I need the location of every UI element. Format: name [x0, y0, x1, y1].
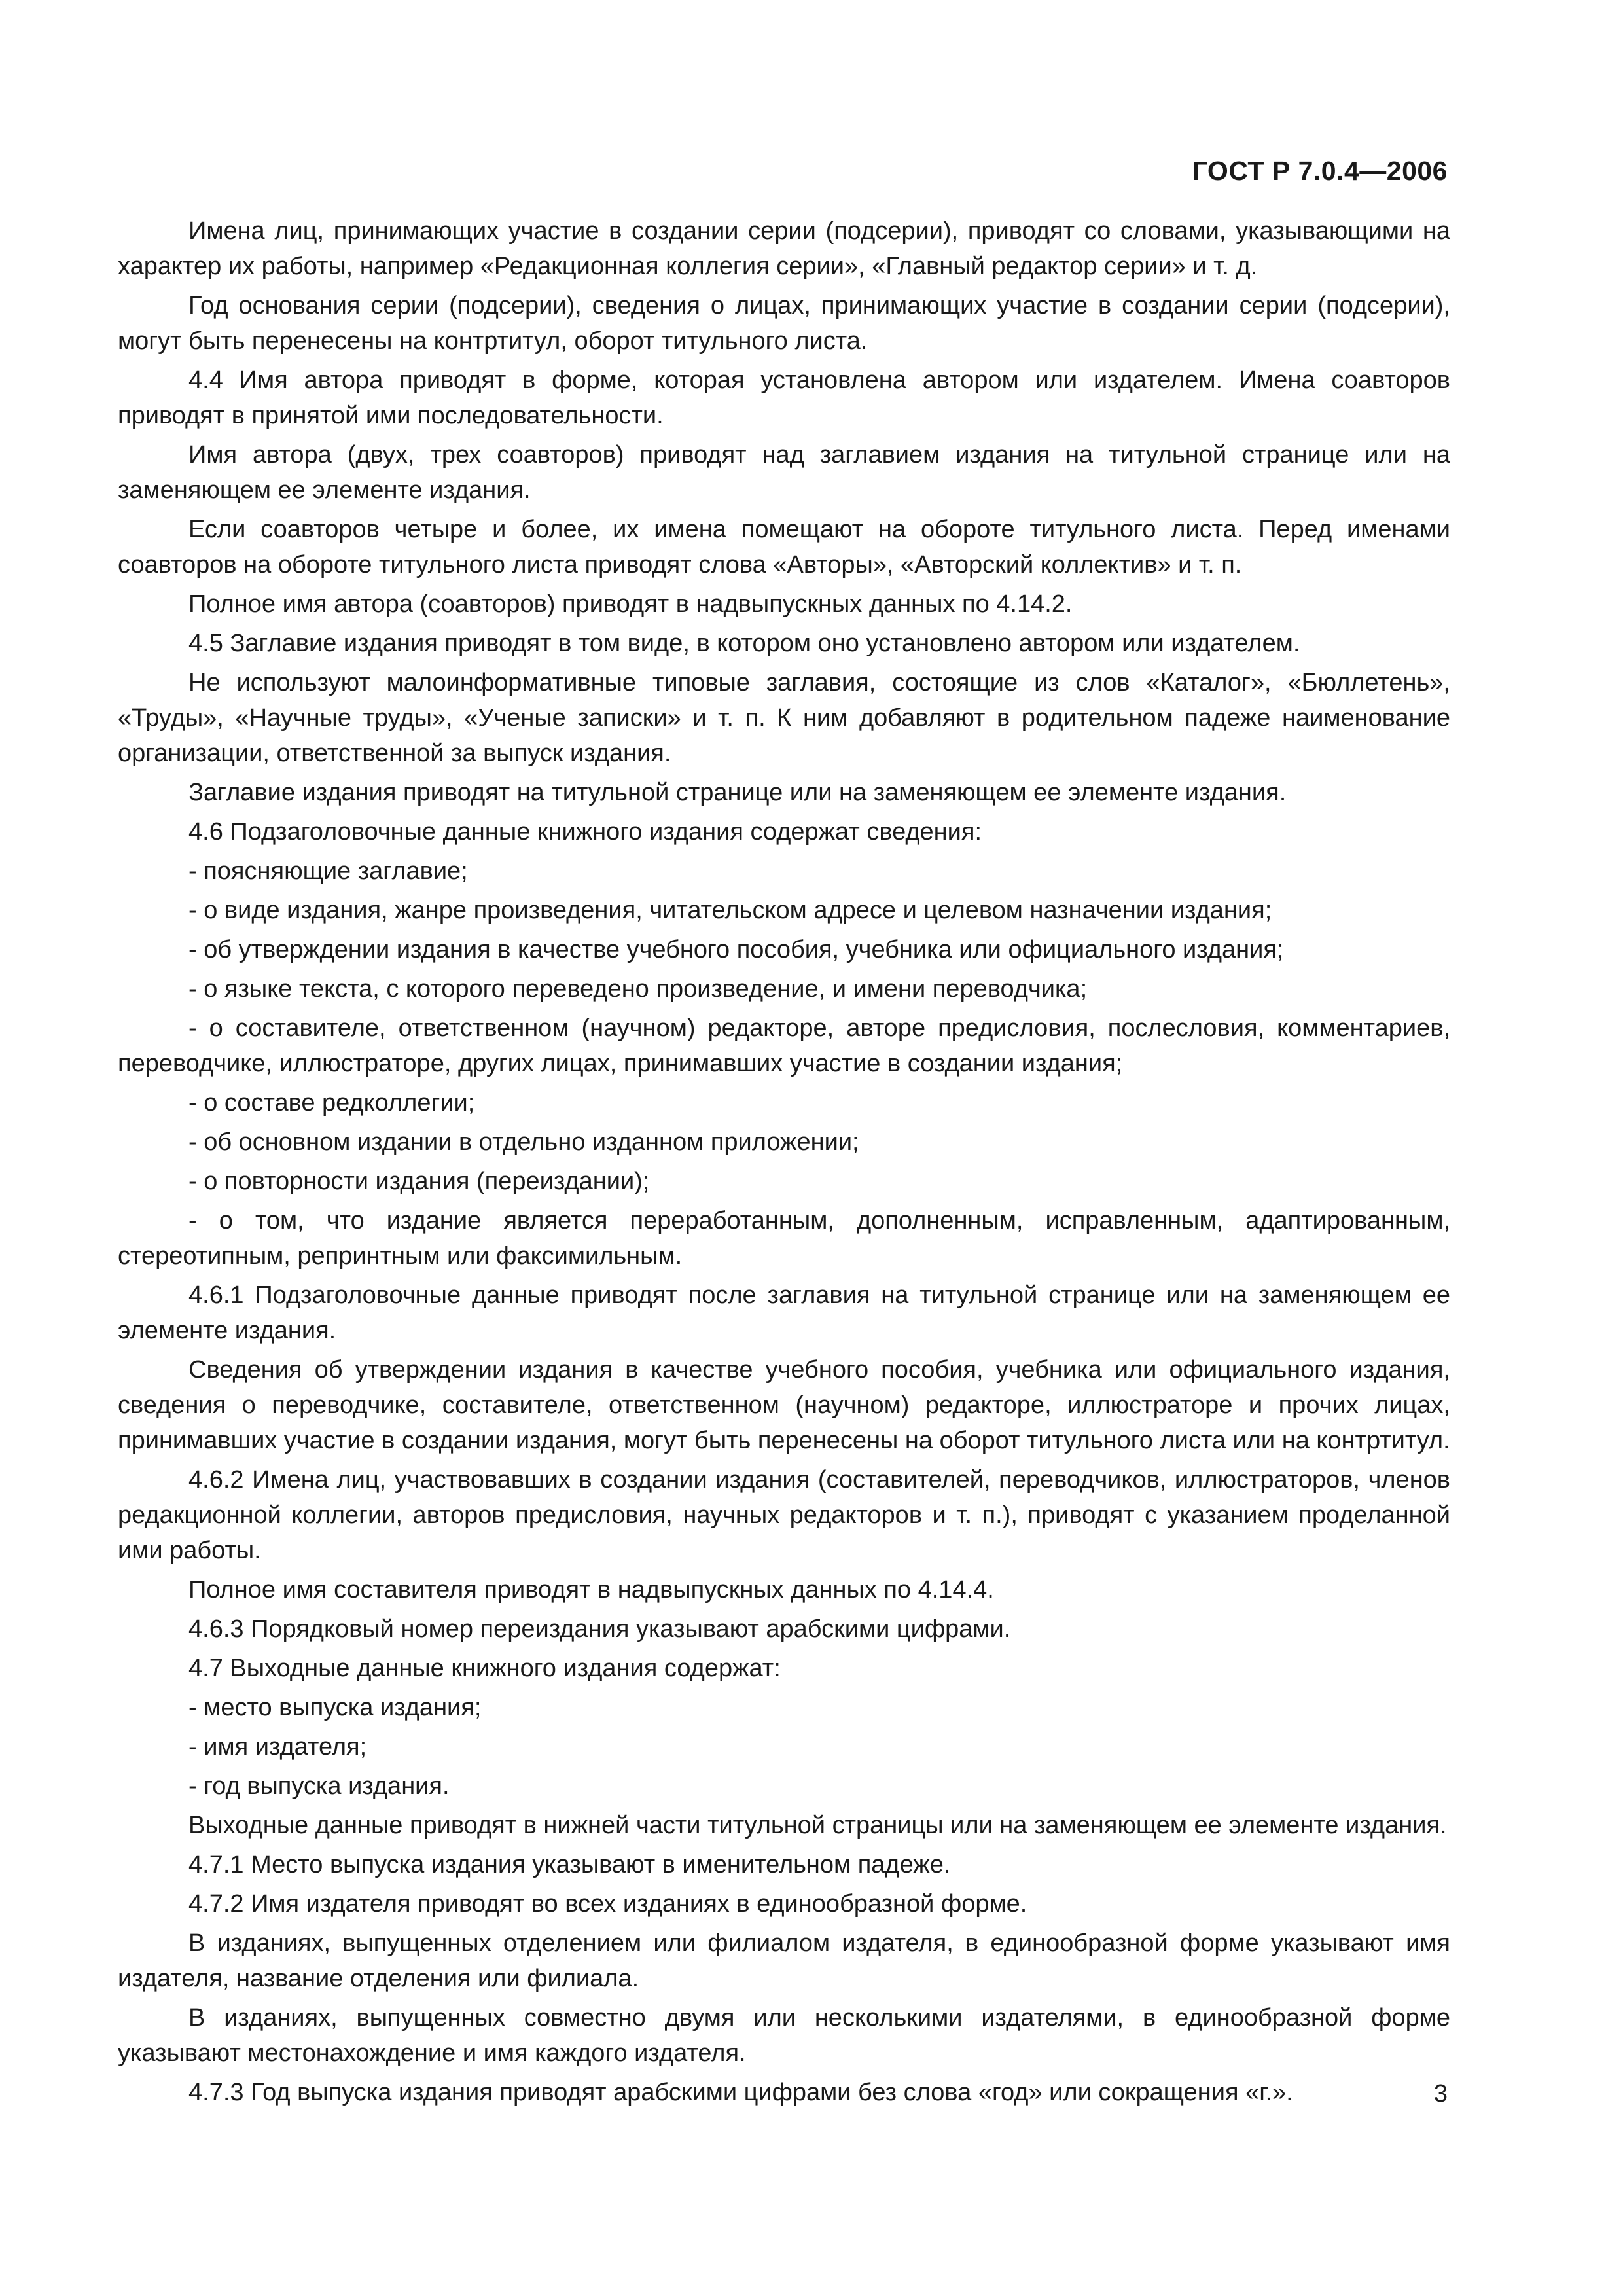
list-item: - о повторности издания (переиздании); — [188, 1168, 650, 1195]
paragraph: Год основания серии (подсерии), сведения о лицах, принимающих участие в создании серии (подсерии), могут быть перенесены на контртитул, оборот титульного листа. — [118, 292, 1450, 355]
list-item: - о составителе, ответственном (научном) редакторе, авторе предисловия, послесловия, комментариев, переводчике, иллюстраторе, других лицах, принимавших участие в создании издания; — [118, 1014, 1450, 1077]
paragraph: Не используют малоинформативные типовые заглавия, состоящие из слов «Каталог», «Бюллетень», «Труды», «Научные труды», «Ученые записки» и т. п. К ним добавляют в родительном падеже наименование организации, ответственной за выпуск издания. — [118, 669, 1450, 767]
paragraph: Выходные данные приводят в нижней части титульной страницы или на заменяющем ее элементе издания. — [188, 1812, 1447, 1839]
list-item: - об основном издании в отдельно изданном приложении; — [188, 1128, 859, 1156]
list-item: - год выпуска издания. — [188, 1772, 450, 1800]
paragraph: 4.7.3 Год выпуска издания приводят арабскими цифрами без слова «год» или сокращения «г.». — [188, 2079, 1293, 2106]
list-item: - о виде издания, жанре произведения, читательском адресе и целевом назначении издания; — [188, 897, 1272, 924]
list-item: - о том, что издание является переработанным, дополненным, исправленным, адаптированным, стереотипным, репринтным или факсимильным. — [118, 1207, 1450, 1270]
paragraph: 4.5 Заглавие издания приводят в том виде, в котором оно установлено автором или издателем. — [188, 630, 1300, 657]
paragraph: Полное имя автора (соавторов) приводят в надвыпускных данных по 4.14.2. — [188, 590, 1073, 618]
list-item: - о составе редколлегии; — [188, 1089, 475, 1117]
page-body — [118, 213, 1450, 2110]
page-number: 3 — [1433, 2080, 1448, 2108]
paragraph: Полное имя составителя приводят в надвыпускных данных по 4.14.4. — [188, 1576, 994, 1604]
page-header-standard: ГОСТ Р 7.0.4—2006 — [1192, 156, 1448, 186]
list-item: - имя издателя; — [188, 1733, 367, 1761]
paragraph: Имена лиц, принимающих участие в создании серии (подсерии), приводят со словами, указывающими на характер их работы, например «Редакционная коллегия серии», «Главный редактор серии» и т. д. — [118, 217, 1450, 280]
paragraph: 4.6.3 Порядковый номер переиздания указывают арабскими цифрами. — [188, 1615, 1011, 1643]
list-item: - об утверждении издания в качестве учебного пособия, учебника или официального издания; — [188, 936, 1284, 963]
paragraph: Заглавие издания приводят на титульной странице или на заменяющем ее элементе издания. — [188, 779, 1287, 806]
paragraph: Сведения об утверждении издания в качестве учебного пособия, учебника или официального издания, сведения о переводчике, составителе, ответственном (научном) редакторе, иллюстраторе и прочих лицах, принимавших участие в создании издания, могут быть перенесены на оборот титульного листа или на контртитул. — [118, 1356, 1450, 1454]
paragraph: Если соавторов четыре и более, их имена помещают на обороте титульного листа. Перед именами соавторов на обороте титульного листа приводят слова «Авторы», «Авторский коллектив» и т. п. — [118, 516, 1450, 579]
list-item: - о языке текста, с которого переведено произведение, и имени переводчика; — [188, 975, 1088, 1003]
paragraph: 4.6.2 Имена лиц, участвовавших в создании издания (составителей, переводчиков, иллюстраторов, членов редакционной коллегии, авторов предисловия, научных редакторов и т. п.), приводят с указанием проделанной ими работы. — [118, 1466, 1450, 1564]
paragraph: 4.4 Имя автора приводят в форме, которая установлена автором или издателем. Имена соавторов приводят в принятой ими последовательности. — [118, 367, 1450, 429]
paragraph: 4.6 Подзаголовочные данные книжного издания содержат сведения: — [188, 818, 982, 846]
paragraph: 4.6.1 Подзаголовочные данные приводят после заглавия на титульной странице или на заменяющем ее элементе издания. — [118, 1282, 1450, 1344]
paragraph: Имя автора (двух, трех соавторов) приводят над заглавием издания на титульной странице или на заменяющем ее элементе издания. — [118, 441, 1450, 504]
list-item: - место выпуска издания; — [188, 1694, 482, 1721]
list-item: - поясняющие заглавие; — [188, 857, 468, 885]
paragraph: В изданиях, выпущенных совместно двумя или несколькими издателями, в единообразной форме указывают местонахождение и имя каждого издателя. — [118, 2004, 1450, 2067]
paragraph: 4.7.1 Место выпуска издания указывают в именительном падеже. — [188, 1851, 951, 1878]
paragraph: 4.7.2 Имя издателя приводят во всех изданиях в единообразной форме. — [188, 1890, 1027, 1918]
paragraph: В изданиях, выпущенных отделением или филиалом издателя, в единообразной форме указывают имя издателя, название отделения или филиала. — [118, 1929, 1450, 1992]
paragraph: 4.7 Выходные данные книжного издания содержат: — [188, 1655, 781, 1682]
